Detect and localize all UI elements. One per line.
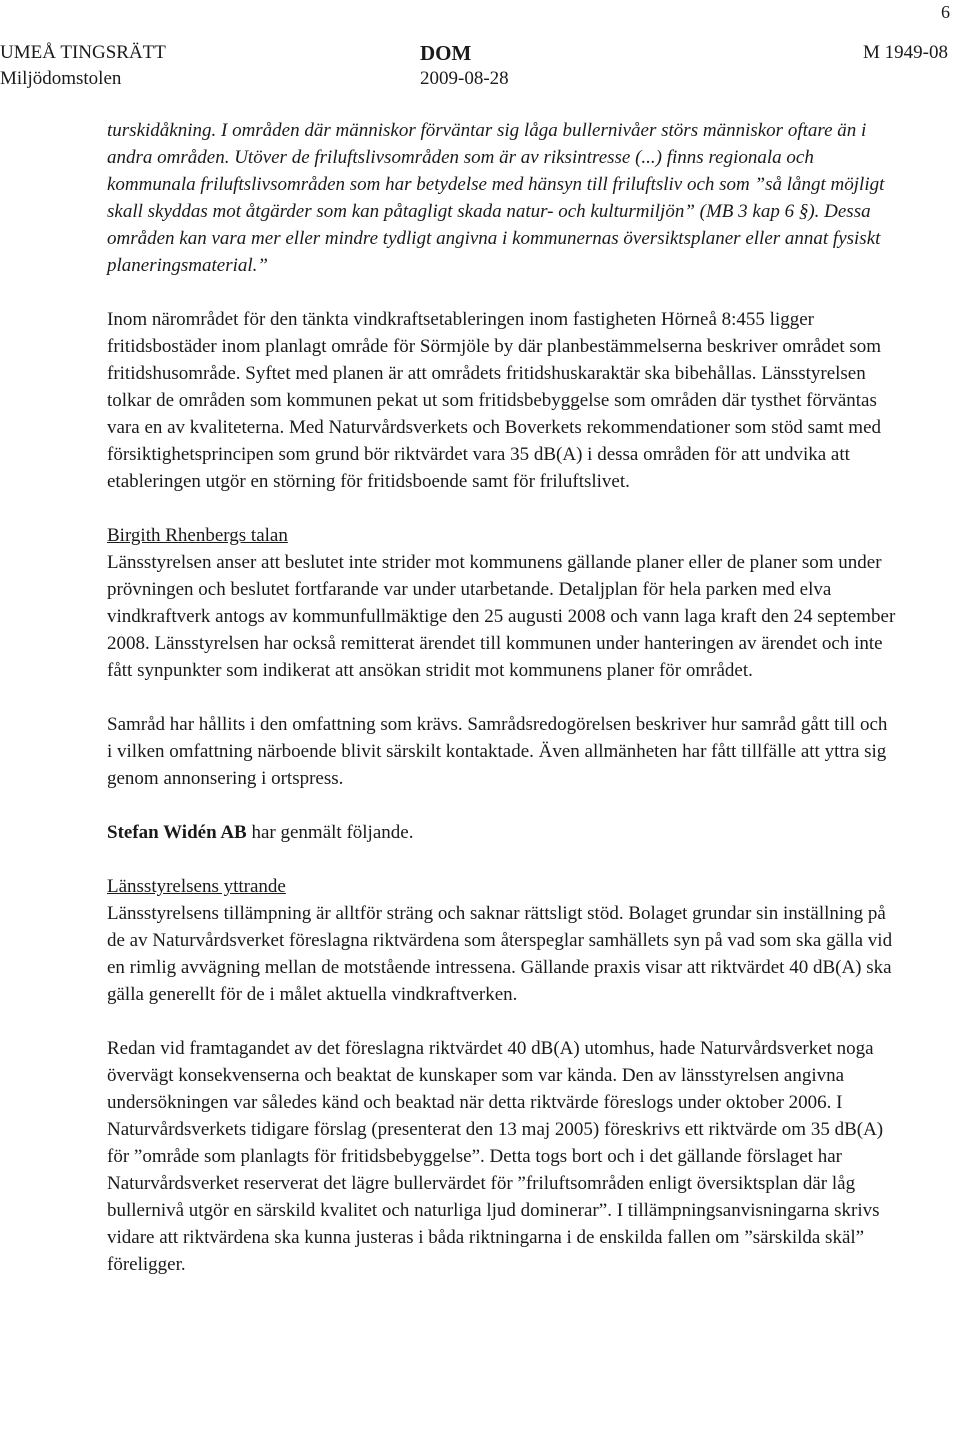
party-reply-text: har genmält följande. [246, 822, 414, 843]
section-heading-lansstyrelsen: Länsstyrelsens yttrande [107, 876, 286, 897]
quoted-passage: turskidåkning. I områden där människor förväntar sig låga bullernivåer störs människor oftare än i andra områden. Utöver de friluftslivsområden som är av riksintresse (...) finns regionala och kommunala friluftslivsområden som har betydelse med hänsyn till friluftsliv och som ”så långt möjligt skall skyddas mot åtgärder som kan påtagligt skada natur- och kulturmiljön” (MB 3 kap 6 §). Dessa områden kan vara mer eller mindre tydligt angivna i kommunernas översiktsplaner eller annat fysiskt planeringsmaterial.” [107, 120, 885, 276]
paragraph-rhenberg-plans: Länsstyrelsen anser att beslutet inte strider mot kommunens gällande planer eller de planer som under prövningen och beslutet fortfarande var under utarbetande. Detaljplan för hela parken med elva vindkraftverk antogs av kommunfullmäktige den 25 augusti 2008 och vann laga kraft den 24 september 2008. Länsstyrelsen har också remitterat ärendet till kommunen under hanteringen av ärendet och inte fått synpunkter som indikerat att ansökan stridit mot kommunens planer för området. [107, 552, 896, 681]
court-department: Miljödomstolen [0, 68, 122, 89]
paragraph-application-strict: Länsstyrelsens tillämpning är alltför sträng och saknar rättsligt stöd. Bolaget grundar sin inställning på de av Naturvårdsverket föreslagna riktvärdena som återspeglar samhällets syn på vad som ska gälla vid en rimlig avvägning mellan de motstående intressena. Gällande praxis visar att riktvärdet 40 dB(A) ska gälla generellt för de i målet aktuella vindkraftverken. [107, 903, 893, 1005]
paragraph-party-reply [107, 819, 897, 846]
paragraph-near-area: Inom närområdet för den tänkta vindkraftsetableringen inom fastigheten Hörneå 8:455 ligger fritidsbostäder inom planlagt område för Sörmjöle by där planbestämmelserna beskriver området som fritidshusområde. Syftet med planen är att områdets fritidshuskaraktär ska bibehållas. Länsstyrelsen tolkar de områden som kommunen pekat ut som fritidsbebyggelse som områden där tysthet förväntas vara en av kvaliteterna. Med Naturvårdsverkets och Boverkets rekommendationer som stöd samt med försiktighetsprincipen som grund bör riktvärdet vara 35 dB(A) i dessa områden för att undvika att etableringen utgör en störning för fritidsboende samt för friluftslivet. [107, 309, 882, 492]
page-number: 6 [941, 2, 950, 22]
paragraph-consultation: Samråd har hållits i den omfattning som krävs. Samrådsredogörelsen beskriver hur samråd gått till och i vilken omfattning närboende blivit särskilt kontaktade. Även allmänheten har fått tillfälle att yttra sig genom annonsering i ortspress. [107, 714, 888, 789]
document-header [0, 40, 960, 100]
document-type: DOM [420, 41, 472, 65]
paragraph-guideline-history: Redan vid framtagandet av det föreslagna riktvärdet 40 dB(A) utomhus, hade Naturvårdsverket noga övervägt konsekvenserna och beaktat de kunskaper som var kända. Den av länsstyrelsen angivna undersökningen var således känd och beaktad när detta riktvärde föreslogs under oktober 2006. I Naturvårdsverkets tidigare förslag (presenterat den 13 maj 2005) föreskrivs ett riktvärde om 35 dB(A) för ”område som planlagts för fritidsbebyggelse”. Detta togs bort och i det gällande förslaget har Naturvårdsverket reserverat det lägre bullervärdet för ”friluftsområden enligt översiktsplan där låg bullernivå utgör en särskild kvalitet och naturliga ljud dominerar”. I tillämpningsanvisningarna skrivs vidare att riktvärdena ska kunna justeras i båda riktningarna i de enskilda fallen om ”särskilda skäl” föreligger. [107, 1038, 884, 1275]
section-heading-rhenberg: Birgith Rhenbergs talan [107, 525, 288, 546]
document-date: 2009-08-28 [420, 68, 509, 89]
case-number: M 1949-08 [863, 42, 948, 63]
header-right [863, 40, 948, 66]
header-center [420, 40, 509, 92]
section-rhenberg [107, 522, 897, 684]
court-name: UMEÅ TINGSRÄTT [0, 42, 166, 63]
document-body [107, 117, 897, 1305]
section-lansstyrelsen [107, 873, 897, 1008]
header-left [0, 40, 166, 92]
party-name: Stefan Widén AB [107, 822, 247, 843]
